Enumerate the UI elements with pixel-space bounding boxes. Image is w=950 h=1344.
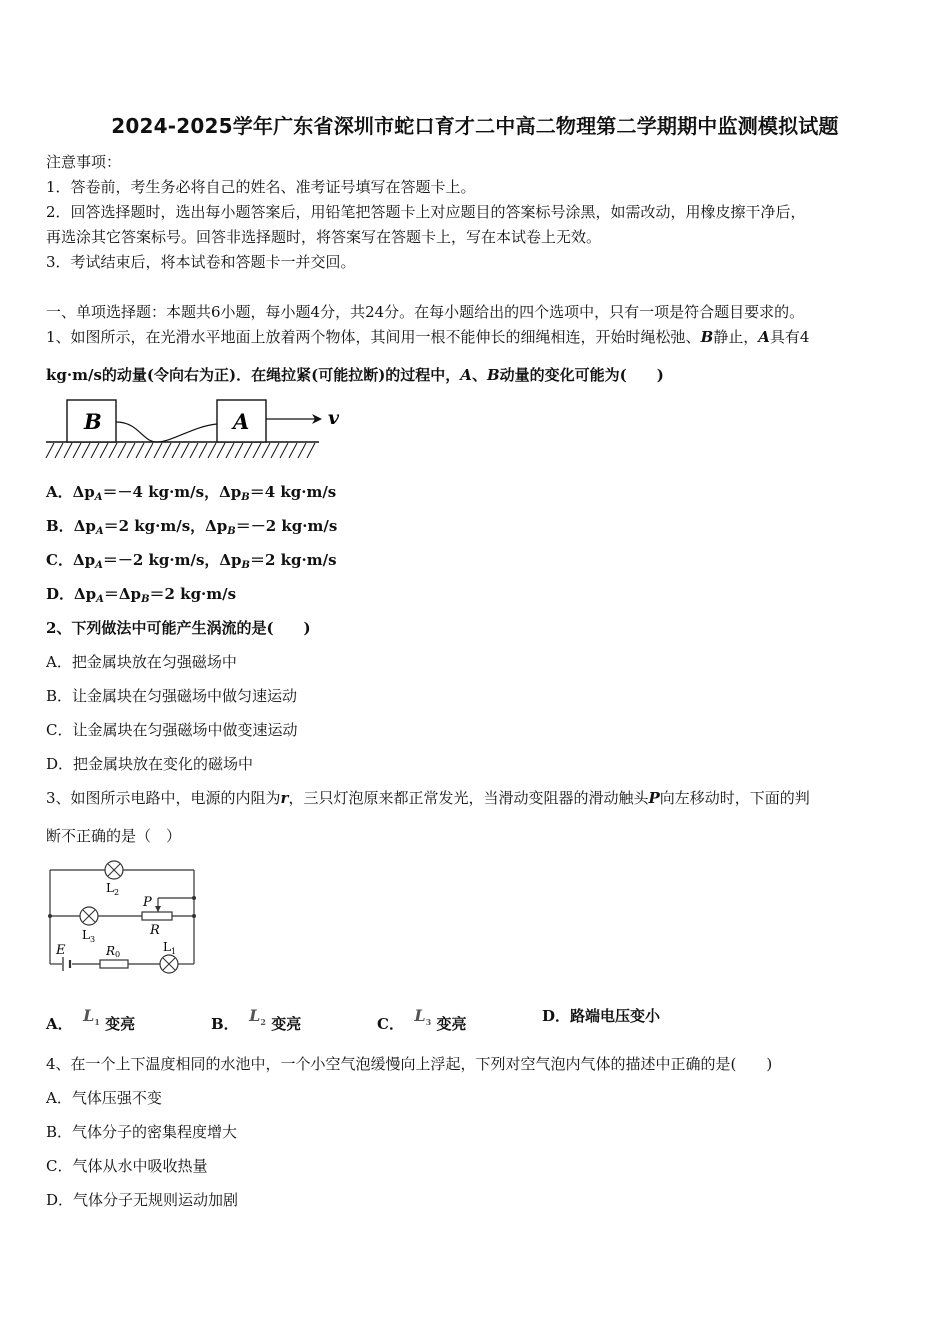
slack-rope bbox=[116, 422, 217, 442]
q4-option-c: C．气体从水中吸收热量 bbox=[46, 1157, 208, 1175]
section-heading: 一、单项选择题：本题共6小题，每小题4分，共24分。在每小题给出的四个选项中，只有一项是符合题目要求的。 bbox=[46, 303, 805, 321]
q2-option-b: B．让金属块在匀强磁场中做匀速运动 bbox=[46, 687, 298, 705]
q1-figure bbox=[44, 396, 344, 464]
junction-dot bbox=[192, 914, 196, 918]
q4-option-b: B．气体分子的密集程度增大 bbox=[46, 1123, 238, 1141]
q4-option-a: A．气体压强不变 bbox=[46, 1089, 162, 1107]
notice-item-1: 1．答卷前，考生务必将自己的姓名、准考证号填写在答题卡上。 bbox=[46, 178, 476, 196]
lamp-l3 bbox=[80, 907, 98, 925]
resistor-r0 bbox=[100, 960, 128, 968]
q1-option-a: A．$\Delta p_A=-4$ kg·m/s，$\Delta p_B=4$ kg·m/s bbox=[46, 483, 337, 503]
junction-dot bbox=[48, 914, 52, 918]
q1-option-d: D．$\Delta p_A=\Delta p_B=2$ kg·m/s bbox=[46, 585, 237, 605]
block-b-label: B bbox=[84, 409, 102, 434]
junction-dot bbox=[192, 896, 196, 900]
page-title: 2024-2025学年广东省深圳市蛇口育才二中高二物理第二学期期中监测模拟试题 bbox=[111, 114, 839, 138]
q1-option-c: C．$\Delta p_A=-2$ kg·m/s，$\Delta p_B=2$ kg·m/s bbox=[46, 551, 337, 571]
q3-stem-line2: 断不正确的是（ ） bbox=[46, 827, 182, 845]
q1-option-b: B．$\Delta p_A=2$ kg·m/s，$\Delta p_B=-2$ kg·m/s bbox=[46, 517, 338, 537]
battery-e-label: E bbox=[56, 943, 66, 958]
q3-stem-line1: 3、如图所示电路中，电源的内阻为r，三只灯泡原来都正常发光，当滑动变阻器的滑动触头P向左移动时，下面的判 bbox=[46, 789, 810, 807]
notice-heading: 注意事项： bbox=[46, 153, 122, 171]
q3-option-d: D．路端电压变小 bbox=[542, 1007, 661, 1025]
rheostat-r-label: R bbox=[150, 923, 160, 938]
block-a-label: A bbox=[233, 409, 250, 434]
lamp-l2-label: $L_2$ bbox=[106, 881, 120, 897]
slider-arrow-icon bbox=[155, 906, 161, 912]
q3-option-a: A． $L_1$ 变亮 bbox=[46, 1006, 136, 1033]
q4-option-d: D．气体分子无规则运动加剧 bbox=[46, 1191, 239, 1209]
velocity-label: v bbox=[328, 407, 340, 429]
q3-option-c: C． $L_3$ 变亮 bbox=[377, 1006, 467, 1033]
q2-option-d: D．把金属块放在变化的磁场中 bbox=[46, 755, 254, 773]
l2-symbol: $L_2$ bbox=[249, 1006, 266, 1028]
slider-p-label: P bbox=[143, 895, 152, 910]
battery-e bbox=[63, 957, 70, 971]
q1-stem-line2: kg·m/s的动量(令向右为正)．在绳拉紧(可能拉断)的过程中，A、B动量的变化可能为( ) bbox=[46, 366, 664, 384]
q1-stem-line1: 1、如图所示，在光滑水平地面上放着两个物体，其间用一根不能伸长的细绳相连，开始时绳松弛、B静止，A具有4 bbox=[46, 328, 810, 346]
q3-option-b: B． $L_2$ 变亮 bbox=[211, 1006, 302, 1033]
lamp-l1 bbox=[160, 955, 178, 973]
resistor-r0-label: R0 bbox=[106, 944, 121, 959]
lamp-l2 bbox=[105, 861, 123, 879]
q3-circuit-figure bbox=[42, 854, 212, 980]
notice-item-2-cont: 再选涂其它答案标号。回答非选择题时，将答案写在答题卡上，写在本试卷上无效。 bbox=[46, 228, 602, 246]
rheostat-r bbox=[142, 912, 172, 920]
q4-stem: 4、在一个上下温度相同的水池中，一个小空气泡缓慢向上浮起，下列对空气泡内气体的描述中正确的是( ) bbox=[46, 1055, 773, 1073]
l3-symbol: $L_3$ bbox=[414, 1006, 432, 1028]
lamp-l1-label: $L_1$ bbox=[163, 940, 177, 956]
l1-symbol: $L_1$ bbox=[83, 1006, 100, 1028]
q2-option-c: C．让金属块在匀强磁场中做变速运动 bbox=[46, 721, 298, 739]
lamp-l3-label: $L_3$ bbox=[82, 928, 96, 944]
notice-item-3: 3．考试结束后，将本试卷和答题卡一并交回。 bbox=[46, 253, 356, 271]
notice-item-2: 2．回答选择题时，选出每小题答案后，用铅笔把答题卡上对应题目的答案标号涂黑，如需改动，用橡皮擦干净后， bbox=[46, 203, 806, 221]
q2-option-a: A．把金属块放在匀强磁场中 bbox=[46, 653, 237, 671]
q2-stem: 2、下列做法中可能产生涡流的是( ) bbox=[46, 619, 311, 637]
